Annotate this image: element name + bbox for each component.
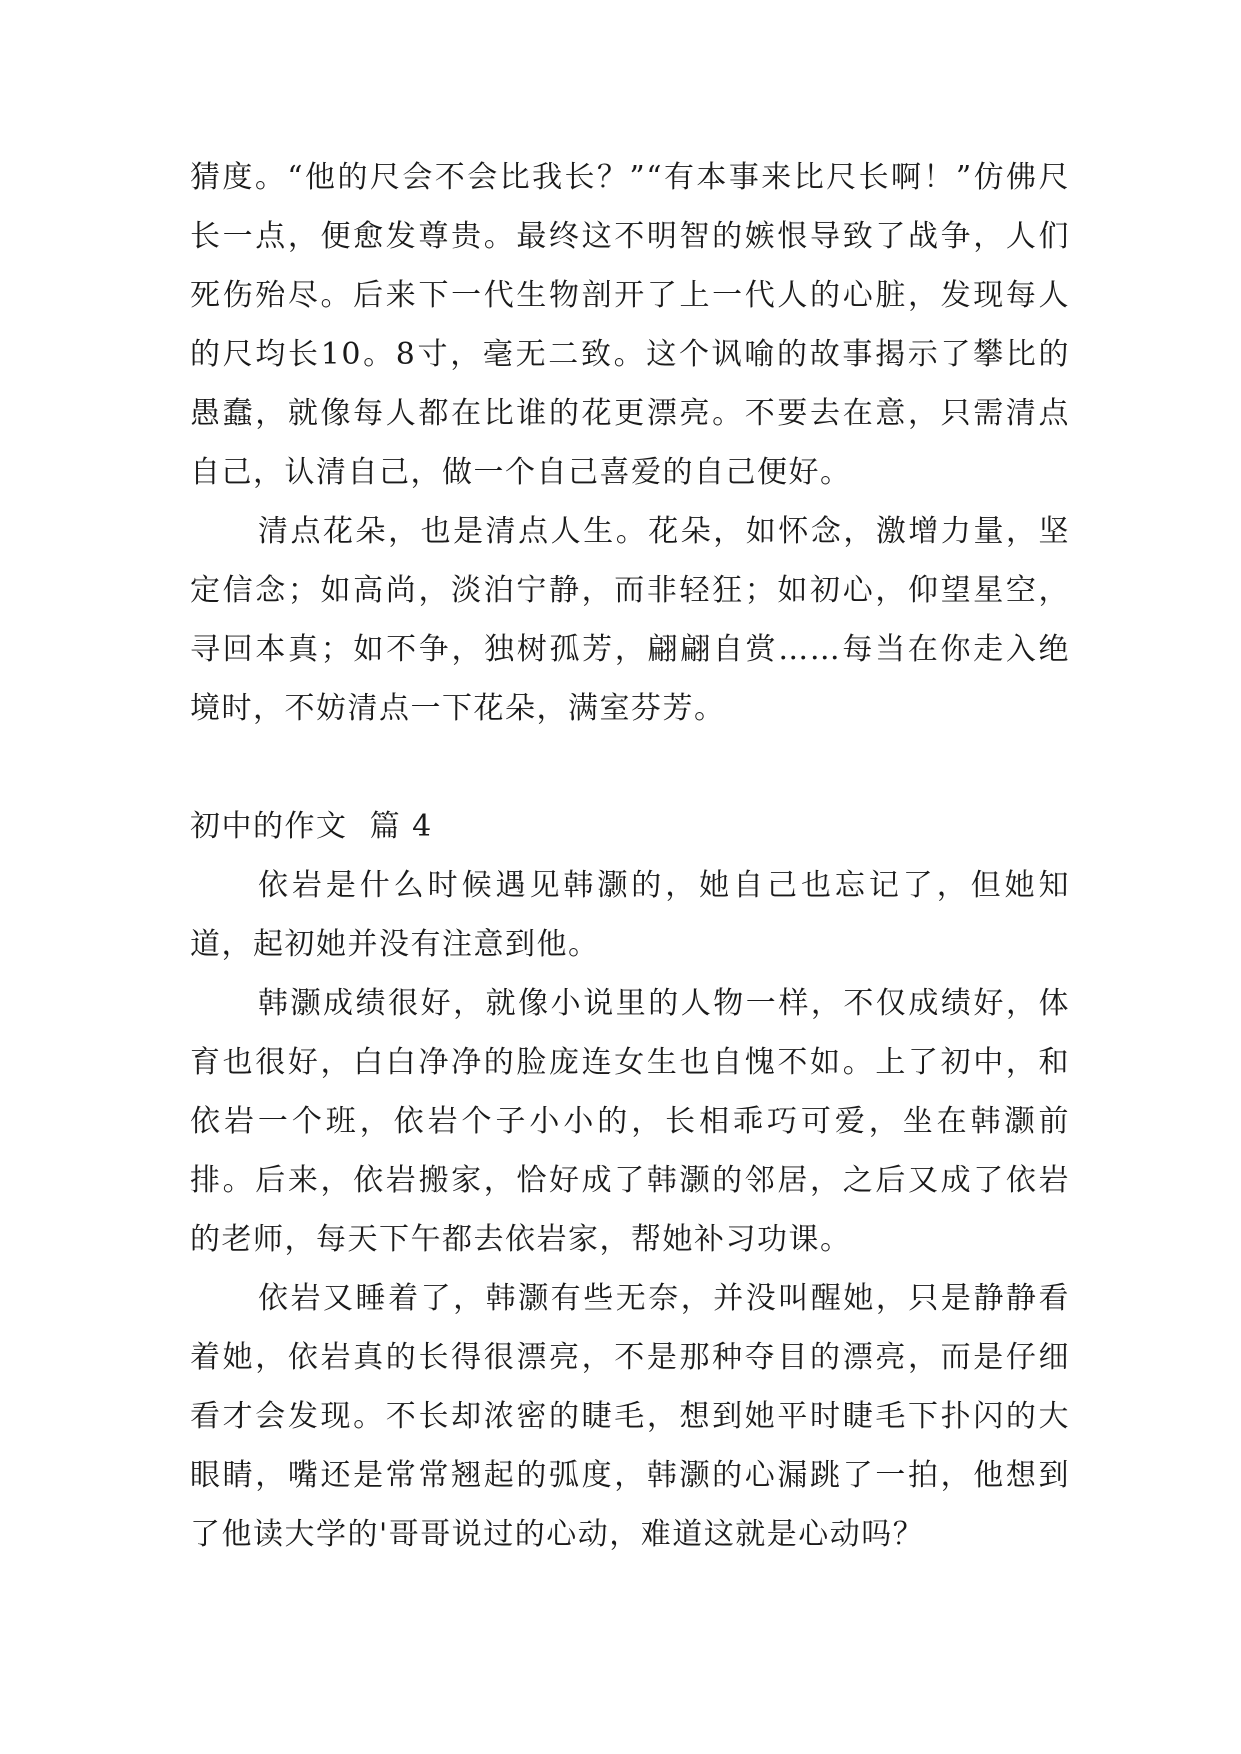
paragraph-counting-flowers: 清点花朵，也是清点人生。花朵，如怀念，激增力量，坚定信念；如高尚，淡泊宁静，而非轻狂；如初心，仰望星空，寻回本真；如不争，独树孤芳，翩翩自赏……每当在你走入绝境时，不妨清点一下花朵，满室芬芳。 xyxy=(190,514,1070,726)
paragraph-heartbeat: 依岩又睡着了，韩灏有些无奈，并没叫醒她，只是静静看着她，依岩真的长得很漂亮，不是那种夺目的漂亮，而是仔细看才会发现。不长却浓密的睫毛，想到她平时睫毛下扑闪的大眼睛，嘴还是常常翘起的弧度，韩灏的心漏跳了一拍，他想到了他读大学的'哥哥说过的心动，难道这就是心动吗？ xyxy=(190,1281,1070,1552)
paragraph-han-hao-intro: 韩灏成绩很好，就像小说里的人物一样，不仅成绩好，体育也很好，白白净净的脸庞连女生也自愧不如。上了初中，和依岩一个班，依岩个子小小的，长相乖巧可爱，坐在韩灏前排。后来，依岩搬家，恰好成了韩灏的邻居，之后又成了依岩的老师，每天下午都去依岩家，帮她补习功课。 xyxy=(190,986,1070,1257)
document-body xyxy=(190,148,1070,1564)
paragraph-ruler-story: 猜度。“他的尺会不会比我长？”“有本事来比尺长啊！”仿佛尺长一点，便愈发尊贵。最终这不明智的嫉恨导致了战争，人们死伤殆尽。后来下一代生物剖开了上一代人的心脏，发现每人的尺均长10。8寸，毫无二致。这个讽喻的故事揭示了攀比的愚蠢，就像每人都在比谁的花更漂亮。不要去在意，只需清点自己，认清自己，做一个自己喜爱的自己便好。 xyxy=(190,160,1070,490)
section-title: 初中的作文 篇 4 xyxy=(190,809,433,844)
paragraph-first-meeting: 依岩是什么时候遇见韩灏的，她自己也忘记了，但她知道，起初她并没有注意到他。 xyxy=(190,868,1070,962)
